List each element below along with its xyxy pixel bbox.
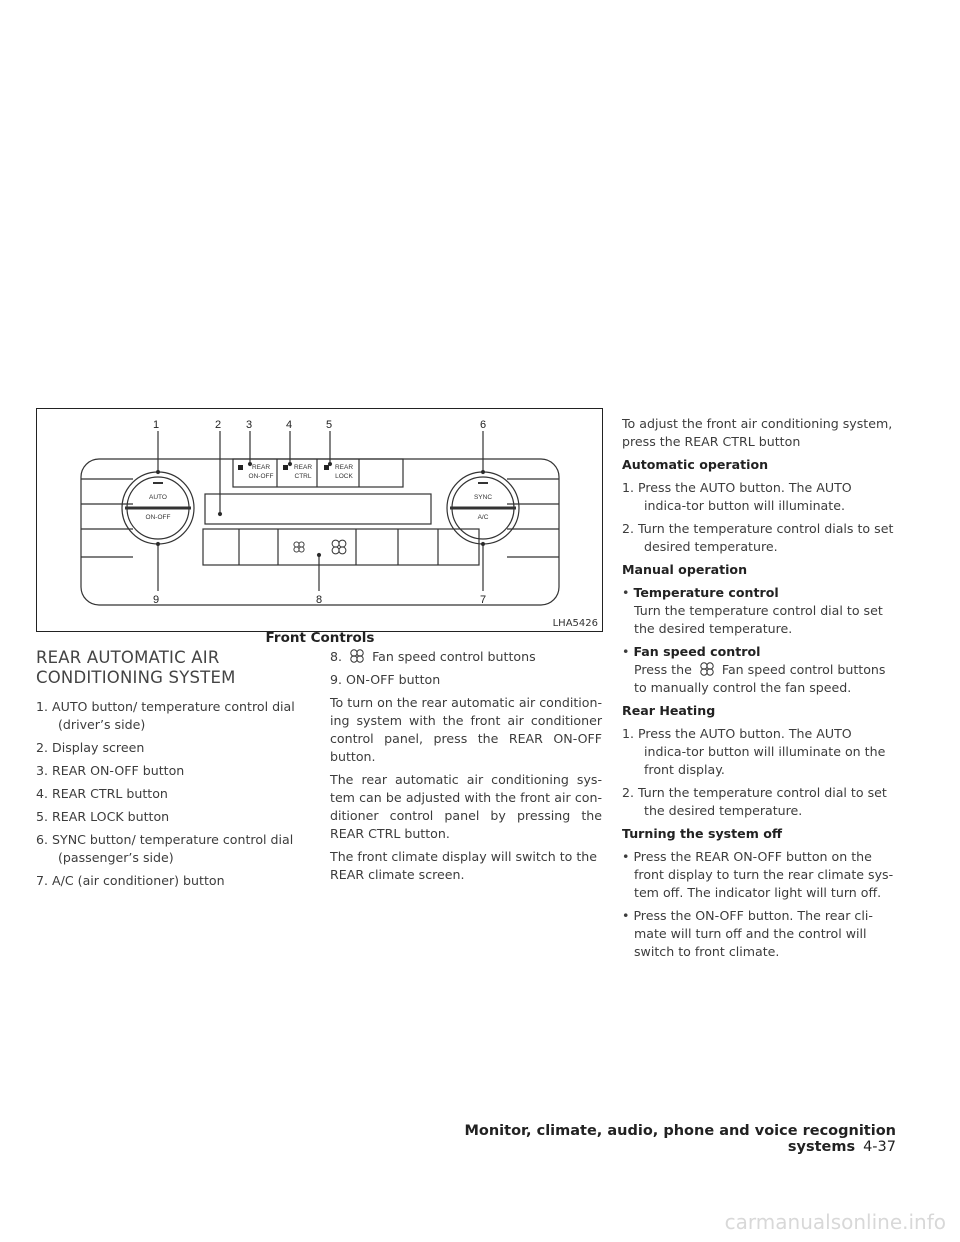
fan-icon <box>699 661 715 677</box>
rear-step-2: 2. Turn the temperature control dial to set the desired temperature. <box>622 785 887 818</box>
rear-step-1: 1. Press the AUTO button. The AUTO indica-tor button will illuminate on the front display. <box>622 726 886 777</box>
fan-icon <box>349 648 365 664</box>
fan-speed-text-a: Press the <box>634 662 692 677</box>
legend-item-2: 2. Display screen <box>36 740 145 755</box>
rear-lock-label-2: LOCK <box>335 473 353 480</box>
paragraph-switch: The front climate display will switch to the REAR climate screen. <box>330 849 598 882</box>
legend-item-8 <box>330 648 602 666</box>
legend-item-4: 4. REAR CTRL button <box>36 786 168 801</box>
callout-2: 2 <box>214 419 222 431</box>
callout-7: 7 <box>479 594 487 606</box>
temperature-control-bullet: • Temperature control Turn the temperature control dial to set the desired temperature. <box>622 585 883 636</box>
fan-speed-control-bullet: • Fan speed control Press the Fan speed control buttons to manually control the fan speed. <box>622 644 886 695</box>
rear-lock-label-1: REAR <box>334 464 354 471</box>
rear-ctrl-label-2: CTRL <box>294 473 312 480</box>
legend-item-8-number: 8. <box>330 649 343 664</box>
callout-9: 9 <box>152 594 160 606</box>
page-number: 4-37 <box>863 1139 896 1155</box>
auto-label: AUTO <box>149 494 167 501</box>
column-1 <box>36 648 308 895</box>
temperature-control-text: Turn the temperature control dial to set the desired temperature. <box>634 603 883 636</box>
paragraph-adjust: The rear automatic air conditioning sys-tem can be adjusted with the front air con-ditioner control panel by pressing the REAR CTRL button. <box>330 772 602 841</box>
watermark: carmanualsonline.info <box>724 1210 946 1234</box>
callout-6: 6 <box>479 419 487 431</box>
off-bullet-2-text: Press the ON-OFF button. The rear cli-mate will turn off and the control will switch to front climate. <box>633 908 873 959</box>
legend-item-1: 1. AUTO button/ temperature control dial (driver’s side) <box>36 699 295 732</box>
legend-item-6: 6. SYNC button/ temperature control dial (passenger’s side) <box>36 832 294 865</box>
front-adjust-intro: To adjust the front air conditioning system, press the REAR CTRL button <box>622 416 893 449</box>
callout-4: 4 <box>285 419 293 431</box>
callout-8: 8 <box>315 594 323 606</box>
turning-off-heading: Turning the system off <box>622 826 783 841</box>
chapter-title: Monitor, climate, audio, phone and voice recognition systems <box>464 1123 896 1155</box>
callout-5: 5 <box>325 419 333 431</box>
fan-speed-control-title: Fan speed control <box>633 644 761 659</box>
display-screen <box>205 494 431 524</box>
front-controls-figure <box>36 408 603 632</box>
fan-low-icon <box>294 542 304 552</box>
column-3 <box>622 415 896 966</box>
ac-label: A/C <box>477 514 489 521</box>
sync-label: SYNC <box>473 494 493 501</box>
rear-heating-heading: Rear Heating <box>622 703 716 718</box>
fan-high-icon <box>332 540 346 554</box>
section-title <box>36 648 308 688</box>
paragraph-turn-on: To turn on the rear automatic air condition-ing system with the front air conditioner control panel, press the REAR ON-OFF button. <box>330 695 602 764</box>
callout-3: 3 <box>245 419 253 431</box>
callout-1: 1 <box>152 419 160 431</box>
manual-operation-heading: Manual operation <box>622 562 748 577</box>
on-off-label: ON-OFF <box>145 514 171 521</box>
figure-caption: Front Controls <box>265 630 375 646</box>
figure-id: LHA5426 <box>552 618 598 629</box>
auto-step-1: 1. Press the AUTO button. The AUTO indica-tor button will illuminate. <box>622 480 852 513</box>
fan-speed-text-b: Fan speed control buttons to manually control the fan speed. <box>634 662 886 695</box>
rear-ctrl-label-1: REAR <box>293 464 313 471</box>
page-footer <box>410 1123 896 1155</box>
off-bullet-1-text: Press the REAR ON-OFF button on the front display to turn the rear climate sys-tem off. The indicator light will turn off. <box>633 849 894 900</box>
legend-item-8-text: Fan speed control buttons <box>372 649 536 664</box>
legend-item-3: 3. REAR ON-OFF button <box>36 763 185 778</box>
control-panel <box>81 459 559 605</box>
automatic-operation-heading: Automatic operation <box>622 457 769 472</box>
off-bullet-2: • Press the ON-OFF button. The rear cli-mate will turn off and the control will switch to front climate. <box>622 908 873 959</box>
legend-item-7: 7. A/C (air conditioner) button <box>36 873 225 888</box>
temperature-control-title: Temperature control <box>633 585 779 600</box>
legend-item-5: 5. REAR LOCK button <box>36 809 170 824</box>
column-2 <box>330 648 602 889</box>
auto-step-2: 2. Turn the temperature control dials to set desired temperature. <box>622 521 894 554</box>
legend-item-9: 9. ON-OFF button <box>330 672 441 687</box>
rear-on-off-label-1: REAR <box>251 464 271 471</box>
section-title-line2: CONDITIONING SYSTEM <box>36 668 236 687</box>
rear-on-off-label-2: ON-OFF <box>248 473 274 480</box>
section-title-line1: REAR AUTOMATIC AIR <box>36 648 220 667</box>
front-controls-diagram <box>37 409 604 633</box>
off-bullet-1: • Press the REAR ON-OFF button on the front display to turn the rear climate sys-tem off. The indicator light will turn off. <box>622 849 894 900</box>
